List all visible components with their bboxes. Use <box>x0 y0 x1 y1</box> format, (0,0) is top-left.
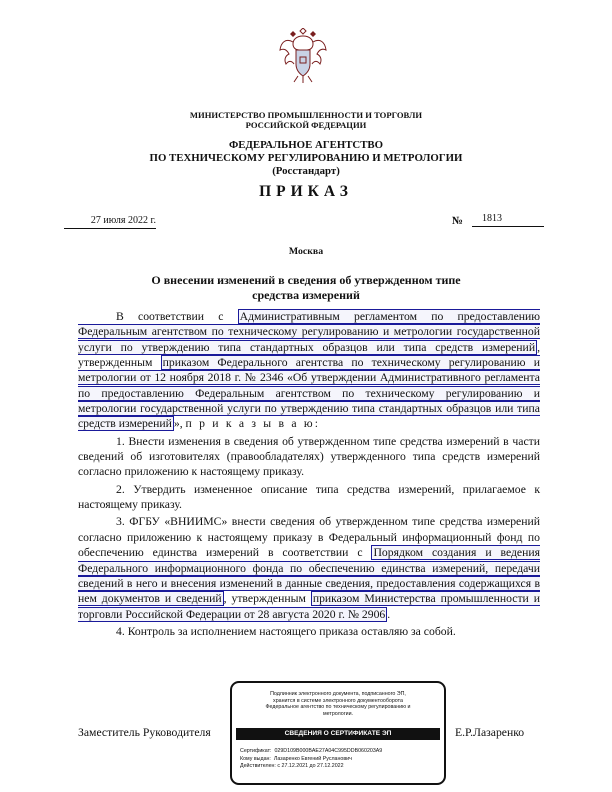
ministry-name <box>0 110 612 130</box>
russian-coat-of-arms-icon <box>278 28 328 84</box>
signer-name: Е.Р.Лазаренко <box>455 726 525 739</box>
valid-to-label: до <box>309 763 316 770</box>
order-city: Москва <box>288 246 324 257</box>
procedure-link[interactable]: Порядком создания и ведения Федерального информационного фонда по обеспечению единства измерений, передачи сведений в него и внесения изменений в данные сведения, предоставления содержащихся в нем документов и сведений <box>78 546 540 606</box>
valid-to: 27.12.2022 <box>317 763 344 770</box>
item-3-end: . <box>387 607 391 621</box>
ministry-line-1: МИНИСТЕРСТВО ПРОМЫШЛЕННОСТИ И ТОРГОВЛИ <box>189 110 423 120</box>
subject-line-1: О внесении изменений в сведения об утвержденном типе <box>151 273 461 287</box>
order-title: ПРИКАЗ <box>259 183 353 200</box>
intro-mid: , утвержденным <box>78 340 540 370</box>
order-number-label: № <box>452 215 464 227</box>
agency-line-2: ПО ТЕХНИЧЕСКОМУ РЕГУЛИРОВАНИЮ И МЕТРОЛОГИИ <box>149 152 463 164</box>
certificate-row <box>240 748 442 756</box>
regulation-link[interactable]: Административным регламентом по предоставлению Федеральным агентством по техническому регулированию и метрологии государственной услуги по утверждению типа стандартных образцов или типа средств измерений <box>78 310 541 354</box>
item-3 <box>78 514 540 621</box>
stamp-certificate-details <box>240 748 442 771</box>
intro-end: », <box>173 417 183 431</box>
item-4: 4. Контроль за исполнением настоящего приказа оставляю за собой. <box>116 624 456 638</box>
agency-line-3: (Росстандарт) <box>272 165 340 177</box>
intro-paragraph <box>78 309 540 432</box>
stamp-title-bar: СВЕДЕНИЯ О СЕРТИФИКАТЕ ЭП <box>236 728 440 740</box>
intro-start: В соответствии с <box>116 310 224 323</box>
order-word: п р и к а з ы в а ю: <box>185 417 321 431</box>
valid-label: Действителен: с <box>240 763 281 770</box>
signer-position: Заместитель Руководителя <box>78 726 211 739</box>
stamp-notice-line-3: Федеральное агентство по техническому регулированию и <box>265 704 411 711</box>
order-subject <box>0 273 612 303</box>
order-body <box>78 309 540 639</box>
item-3-start: 3. ФГБУ «ВНИИМС» внести сведения об утвержденном типе средства измерений согласно приложению к настоящему приказу в Федеральный информационный фонд по обеспечению единства измерений в соответствии с <box>78 515 540 560</box>
order-2346-link[interactable]: приказом Федерального агентства по техническому регулированию и метрологии от 12 ноября 2018 г. № 2346 «Об утверждении Административного регламента по предоставлению Федеральным агентством по техническому регулированию и метрологии государственной услуги по утверждению типа стандартных образцов или типа средств измерений <box>78 356 540 431</box>
order-number: 1813 <box>472 212 544 227</box>
ministry-line-2: РОССИЙСКОЙ ФЕДЕРАЦИИ <box>245 120 367 130</box>
agency-line-1: ФЕДЕРАЛЬНОЕ АГЕНТСТВО <box>228 139 384 151</box>
issued-to-value: Лазаренко Евгений Русланович <box>273 755 352 762</box>
order-date: 27 июля 2022 г. <box>64 214 156 229</box>
validity-row <box>240 763 442 771</box>
order-2906-link[interactable]: приказом Министерства промышленности и торговли Российской Федерации от 28 августа 2020 г. № 2906 <box>78 592 541 621</box>
certificate-label: Сертификат: <box>240 748 272 754</box>
subject-line-2: средства измерений <box>252 288 360 302</box>
electronic-signature-stamp <box>230 681 446 785</box>
item-2: 2. Утвердить измененное описание типа средства измерений, прилагаемое к настоящему приказу. <box>78 482 540 512</box>
certificate-value: 029D109B000BAE27A04C995DDB060203A9 <box>274 748 383 754</box>
stamp-notice-line-2: хранится в системе электронного документооборота <box>273 697 403 704</box>
agency-name <box>0 139 612 178</box>
valid-from: 27.12.2021 <box>281 763 309 770</box>
issued-to-label: Кому выдан: <box>240 755 271 762</box>
item-1: 1. Внести изменения в сведения об утвержденном типе средства измерений в части сведений об изготовителях (правообладателях) утвержденного типа средств измерений согласно приложению к настоящему приказу. <box>78 434 540 479</box>
stamp-notice <box>240 691 436 717</box>
stamp-notice-line-1: Подлинник электронного документа, подписанного ЭП, <box>270 691 406 697</box>
item-3-mid: , утвержденным <box>223 592 306 606</box>
stamp-notice-line-4: метрологии. <box>322 710 354 717</box>
